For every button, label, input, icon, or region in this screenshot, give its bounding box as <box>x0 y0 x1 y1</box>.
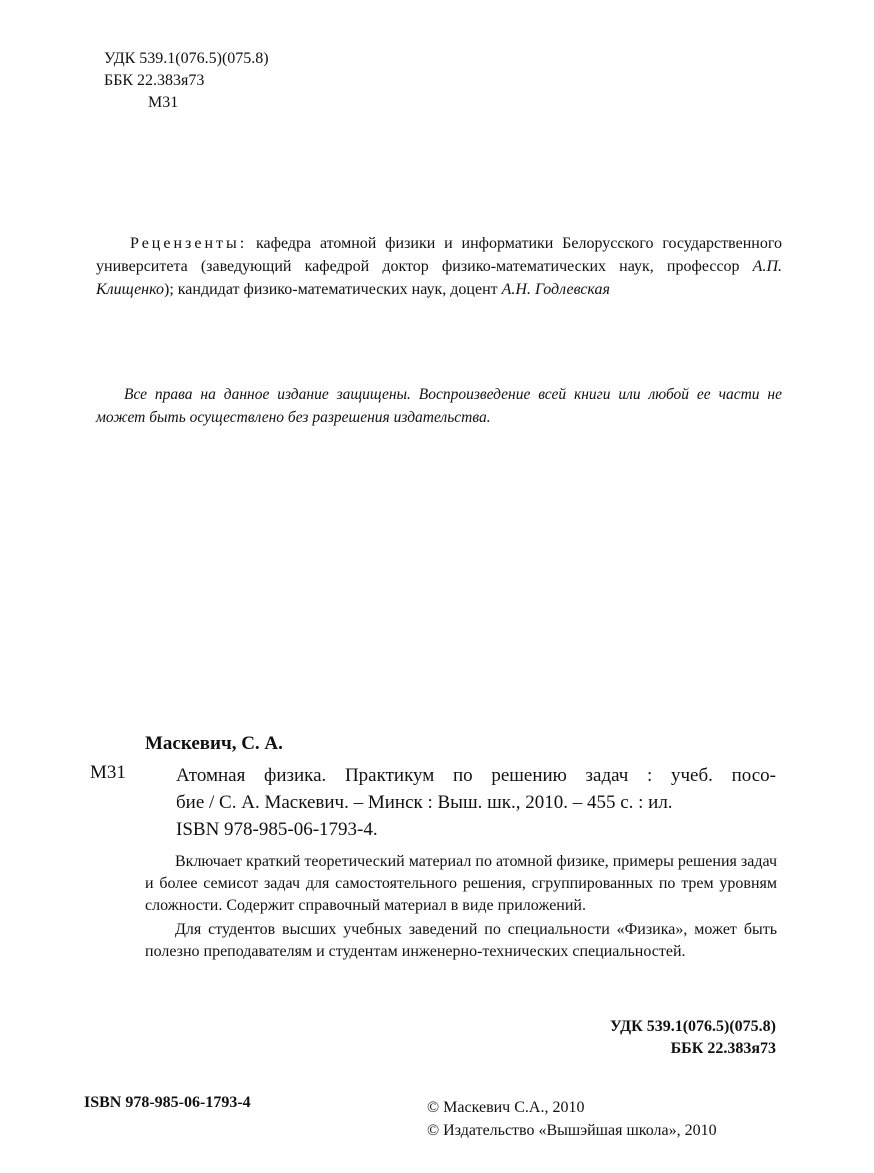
reviewers-text-2: ); кандидат физико-математических наук, доцент <box>164 281 502 298</box>
annotation-paragraph-1: Включает краткий теоретический материал по атомной физике, примеры решения задач и более семисот задач для самостоятельного решения, сгруппированных по трем уровням сложности. Содержит справочный материал в виде приложений. <box>145 853 777 914</box>
annotation-paragraph-2: Для студентов высших учебных заведений по специальности «Физика», может быть полезно преподавателям и студентам инженерно-технических специальностей. <box>145 921 777 960</box>
udk-code: УДК 539.1(076.5)(075.8) <box>104 50 269 67</box>
copyright-block <box>427 1096 717 1142</box>
copyright-author: © Маскевич С.А., 2010 <box>427 1099 585 1116</box>
record-author: Маскевич, С. А. <box>145 733 283 754</box>
record-mark: М31 <box>90 762 126 783</box>
reviewer-name-2: А.Н. Годлевская <box>501 281 610 298</box>
record-line-2: бие / С. А. Маскевич. – Минск : Выш. шк., 2010. – 455 с. : ил. <box>176 792 673 813</box>
bbk-code: ББК 22.383я73 <box>104 72 205 89</box>
rights-notice: Все права на данное издание защищены. Воспроизведение всей книги или любой ее части не может быть осуществлено без разрешения издательства. <box>96 386 782 426</box>
isbn: ISBN 978-985-06-1793-4 <box>84 1094 251 1111</box>
bottom-classification-codes <box>610 1016 776 1060</box>
reviewers-paragraph <box>96 232 782 301</box>
annotation <box>145 851 777 965</box>
bottom-bbk-code: ББК 22.383я73 <box>670 1040 776 1057</box>
reviewers-label: Рецензенты: <box>130 235 248 252</box>
reviewer-name-1: А.П. Клищенко <box>96 258 782 298</box>
bibliographic-record <box>176 762 776 843</box>
author-mark: М31 <box>148 94 179 111</box>
classification-codes <box>104 48 269 114</box>
record-line-1: Атомная физика. Практикум по решению задач : учеб. посо- <box>176 765 776 786</box>
reviewers-text-1: кафедра атомной физики и информатики Белорусского государственного университета (заведующий кафедрой доктор физико-математических наук, профессор <box>96 235 782 275</box>
bottom-udk-code: УДК 539.1(076.5)(075.8) <box>609 1018 776 1035</box>
record-isbn: ISBN 978-985-06-1793-4. <box>176 819 378 840</box>
copyright-publisher: © Издательство «Вышэйшая школа», 2010 <box>427 1122 717 1139</box>
